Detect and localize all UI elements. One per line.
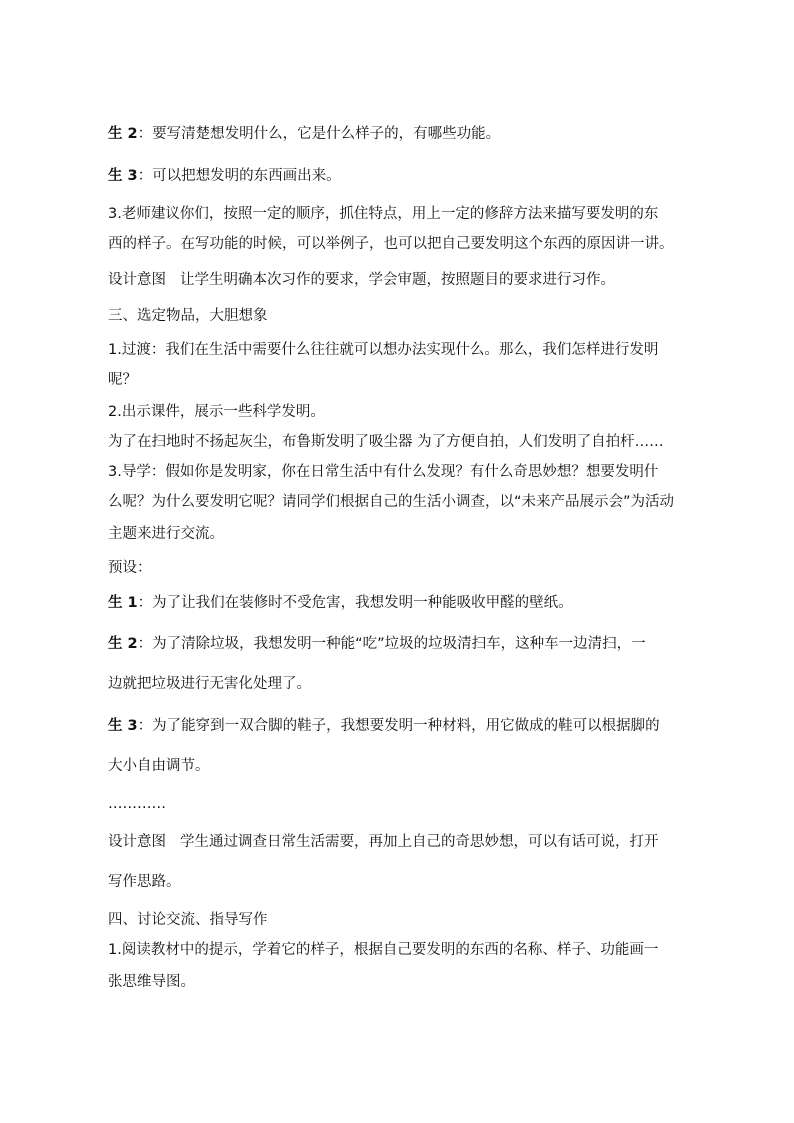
line-text: 让学生明确本次习作的要求，学会审题，按照题目的要求进行习作。 (180, 272, 615, 288)
paragraph-line (108, 234, 720, 254)
line-text: ：可以把想发明的东西画出来。 (137, 168, 341, 184)
paragraph-line (108, 492, 720, 512)
speaker-label: 生 3 (108, 168, 138, 184)
paragraph-line (108, 756, 720, 776)
paragraph-line (108, 872, 720, 892)
paragraph-line (108, 634, 720, 654)
line-text: ：为了能穿到一双合脚的鞋子，我想要发明一种材料，用它做成的鞋可以根据脚的 (137, 718, 660, 734)
design-intent-line (108, 832, 720, 852)
paragraph-line (108, 972, 720, 992)
section-heading (108, 306, 720, 326)
line-text: ………… (108, 796, 166, 812)
line-text: 写作思路。 (108, 874, 181, 890)
speaker-label: 生 2 (108, 126, 138, 142)
speaker-label: 生 1 (108, 595, 138, 611)
paragraph-line (108, 402, 720, 422)
paragraph-line (108, 370, 720, 390)
line-text: 为了在扫地时不扬起灰尘，布鲁斯发明了吸尘器 为了方便自拍，人们发明了自拍杆…… (108, 434, 664, 450)
line-text: 边就把垃圾进行无害化处理了。 (108, 676, 311, 692)
line-text: 学生通过调查日常生活需要，再加上自己的奇思妙想，可以有话可说，打开 (180, 834, 659, 850)
line-text: 么呢？为什么要发明它呢？请同学们根据自己的生活小调查，以“未来产品展示会”为活动 (108, 494, 675, 510)
line-text: ：为了清除垃圾，我想发明一种能“吃”垃圾的垃圾清扫车，这种车一边清扫，一 (137, 636, 646, 652)
paragraph-line (108, 674, 720, 694)
design-intent-label: 设计意图 (108, 834, 166, 850)
paragraph-line (108, 716, 720, 736)
paragraph-line (108, 340, 720, 360)
line-text: 1.阅读教材中的提示，学着它的样子，根据自己要发明的东西的名称、样子、功能画一 (108, 942, 659, 958)
section-heading-text: 四、讨论交流、指导写作 (108, 912, 268, 928)
line-text: 张思维导图。 (108, 974, 195, 990)
line-text: 西的样子。在写功能的时候，可以举例子，也可以把自己要发明这个东西的原因讲一讲。 (108, 236, 674, 252)
paragraph-line (108, 124, 720, 144)
line-text: 预设： (108, 560, 152, 576)
line-text: 2.出示课件，展示一些科学发明。 (108, 404, 325, 420)
section-heading (108, 910, 720, 930)
paragraph-line (108, 432, 720, 452)
paragraph-line (108, 593, 720, 613)
design-intent-line (108, 270, 720, 290)
design-intent-label: 设计意图 (108, 272, 166, 288)
speaker-label: 生 2 (108, 636, 138, 652)
paragraph-line (108, 558, 720, 578)
line-text: 主题来进行交流。 (108, 526, 224, 542)
paragraph-line (108, 166, 720, 186)
paragraph-line (108, 204, 720, 224)
line-text: 1.过渡：我们在生活中需要什么往往就可以想办法实现什么。那么，我们怎样进行发明 (108, 342, 659, 358)
line-text: 3.老师建议你们，按照一定的顺序，抓住特点，用上一定的修辞方法来描写要发明的东 (108, 206, 659, 222)
ellipsis-line (108, 794, 720, 814)
paragraph-line (108, 462, 720, 482)
speaker-label: 生 3 (108, 718, 138, 734)
paragraph-line (108, 940, 720, 960)
line-text: 大小自由调节。 (108, 758, 210, 774)
line-text: ：要写清楚想发明什么，它是什么样子的，有哪些功能。 (137, 126, 501, 142)
paragraph-line (108, 524, 720, 544)
line-text: ：为了让我们在装修时不受危害，我想发明一种能吸收甲醛的壁纸。 (137, 595, 573, 611)
section-heading-text: 三、选定物品，大胆想象 (108, 308, 268, 324)
line-text: 3.导学：假如你是发明家，你在日常生活中有什么发现？有什么奇思妙想？想要发明什 (108, 464, 659, 480)
line-text: 呢？ (108, 372, 137, 388)
